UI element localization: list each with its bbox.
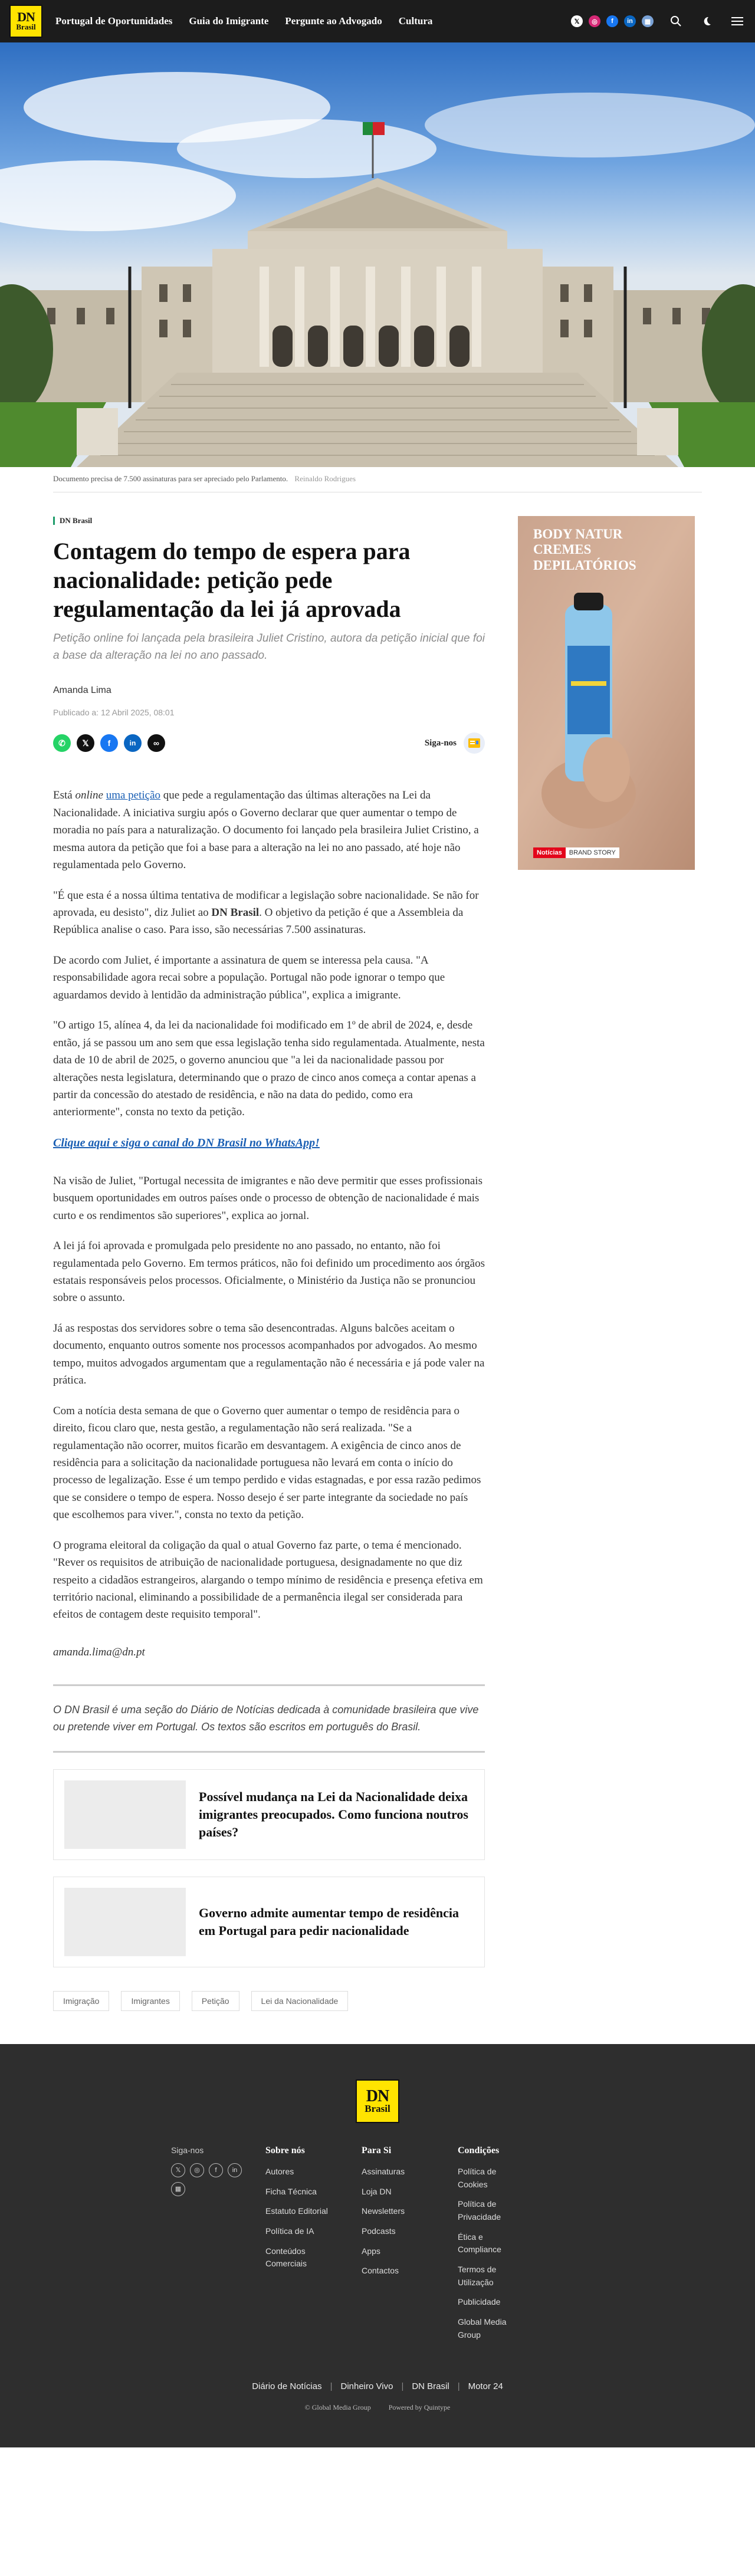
whatsapp-share-icon[interactable]: ✆ [53,734,71,752]
copy-link-icon[interactable]: ∞ [147,734,165,752]
p1-online: online [75,789,103,802]
search-icon[interactable] [668,13,684,29]
ad-headline-line3: DEPILATÓRIOS [533,557,636,573]
related-article-title: Governo admite aumentar tempo de residência em Portugal para pedir nacionalidade [199,1905,459,1938]
footer-link-etica[interactable]: Ética e Compliance [458,2232,501,2255]
site-link-dn-brasil[interactable]: DN Brasil [412,2381,449,2392]
linkedin-share-icon[interactable]: in [124,734,142,752]
footer-copyright-row [0,2403,755,2412]
petition-link[interactable]: uma petição [106,789,161,802]
main-content [53,492,702,2011]
logo-text-brasil: Brasil [16,22,36,32]
facebook-share-icon[interactable]: f [100,734,118,752]
share-bar [53,732,485,754]
paragraph-8: Com a notícia desta semana de que o Governo quer aumentar o tempo de residência para o direito, ficou claro que, nesta gestão, a regulamentação não será realizada. "Se a regulamentação não ocorrer, muitos ficarão em desvantagem. A exigência de cinco anos de residência para a solicitação da nacionalidade portuguesa não levará em conta o início do processo de legalização. Esse é um tempo perdido e vidas estagnadas, e por essa razão pedimos que se considere o tempo de espera. Nosso desejo é ser parte integrante da sociedade no país que escolhemos para viver.", consta no texto da petição. [53,1404,481,1522]
footer-columns [171,2145,584,2349]
footer-col-parasi-title: Para Si [362,2145,392,2156]
footer-link-autores[interactable]: Autores [265,2166,294,2176]
site-link-dn[interactable]: Diário de Notícias [252,2381,322,2392]
site-link-dinheiro-vivo[interactable]: Dinheiro Vivo [340,2381,393,2392]
tag-list [53,1991,485,2011]
nav-guia-imigrante[interactable]: Guia do Imigrante [189,15,269,27]
footer-col-sobre [265,2145,362,2349]
nav-pergunte-advogado[interactable]: Pergunte ao Advogado [285,15,382,27]
linkedin-icon[interactable]: in [624,15,636,27]
paragraph-1 [53,787,485,873]
hero-photo-credit: Reinaldo Rodrigues [294,474,356,483]
powered-by-link[interactable]: Powered by Quintype [388,2403,451,2412]
x-icon[interactable]: 𝕏 [571,15,583,27]
footer-logo-wrap [0,2079,755,2123]
ad-brand-story-tag [533,847,619,858]
section-note: O DN Brasil é uma seção do Diário de Notícias dedicada à comunidade brasileira que vive ou pretende viver em Portugal. Os textos são escritos em português do Brasil. [53,1684,485,1753]
footer-link-ficha-tecnica[interactable]: Ficha Técnica [265,2186,317,2196]
ad-headline-line2: CREMES [533,542,592,557]
footer-link-loja[interactable]: Loja DN [362,2186,392,2196]
separator: | [401,2381,404,2392]
paragraph-2 [53,887,485,939]
footer-google-news-icon[interactable]: ▦ [171,2182,185,2196]
google-news-follow-icon[interactable] [464,732,485,754]
dn-brasil-logo[interactable] [9,5,42,38]
facebook-icon[interactable]: f [606,15,618,27]
section-kicker[interactable] [53,516,485,525]
p1-text-c: que pede a regulamentação das últimas alterações na Lei da Nacionalidade. A iniciativa surgiu após o Governo declarar que quer aumentar o tempo de moradia no país para a naturalização. O documento foi lançado pela brasileira Juliet Cristino, a mesma autora da petição que foi a base para a alteração na lei no ano passado, até hoje não regulamentada pelo Governo. [53,789,479,872]
footer-facebook-icon[interactable]: f [209,2163,223,2177]
tag-imigracao[interactable]: Imigração [53,1991,109,2011]
footer-follow-col [171,2145,265,2349]
ad-product-image [518,516,695,870]
separator: | [457,2381,460,2392]
article-subtitle: Petição online foi lançada pela brasileira Juliet Cristino, autora da petição inicial que foi a base da alteração na lei no ano passado. [53,632,485,662]
site-link-motor24[interactable]: Motor 24 [468,2381,503,2392]
separator: | [330,2381,333,2392]
footer-link-cookies[interactable]: Política de Cookies [458,2166,497,2189]
paragraph-5: Na visão de Juliet, "Portugal necessita de imigrantes e não deve permitir que esses profissionais busquem oportunidades em outros países onde o processo de obtenção de nacionalidade é mais curto e os rendimentos são superiores", explica ao jornal. [53,1174,482,1222]
footer-link-newsletters[interactable]: Newsletters [362,2206,405,2216]
instagram-icon[interactable]: ◎ [589,15,600,27]
tag-peticao[interactable]: Petição [192,1991,239,2011]
footer-logo[interactable] [356,2079,399,2123]
hero-caption-text: Documento precisa de 7.500 assinaturas para ser apreciado pelo Parlamento. [53,474,288,483]
footer-col-parasi [362,2145,458,2349]
google-news-icon[interactable]: ▦ [642,15,654,27]
hero-image-parliament [0,42,755,467]
dark-mode-icon[interactable] [698,13,715,29]
copyright-text: © Global Media Group [304,2403,371,2412]
footer-social-icons [171,2163,248,2196]
ad-tag-label: BRAND STORY [566,847,619,858]
footer-link-podcasts[interactable]: Podcasts [362,2226,396,2236]
p1-text-a: Está [53,789,76,802]
paragraph-7: Já as respostas dos servidores sobre o tema são desencontradas. Alguns balcões aceitam o documento, enquanto outros somente nos processos acompanhados por advogados. Ao mesmo tempo, muitos advogados argumentam que a regulamentação não é necessária e já pode valer na prática. [53,1322,485,1387]
article-title: Contagem do tempo de espera para nacionalidade: petição pede regulamentação da lei já aprovada [53,538,411,622]
site-footer [0,2044,755,2448]
article [53,516,485,2011]
tag-lei-nacionalidade[interactable]: Lei da Nacionalidade [251,1991,349,2011]
footer-link-contactos[interactable]: Contactos [362,2266,399,2276]
hero-caption [53,474,702,492]
menu-icon[interactable] [729,13,746,29]
p2-text-c: . O objetivo da petição é que a Assembleia da República analise o caso. Para isso, são necessárias 7.500 assinaturas. [53,906,464,937]
paragraph-4: "O artigo 15, alínea 4, da lei da nacionalidade foi modificado em 1º de abril de 2024, e, desde então, já se passou um ano sem que essa legislação tenha sido regulamentada. Atualmente, nesta data de 10 de abril de 2025, o governo anunciou que "a lei da nacionalidade passou por alterações nesta legislatura, determinando que o prazo de cinco anos começa a contar apenas a partir da concessão do atestado de residência, e não na data do pedido, como era anteriormente", consta no texto da petição. [53,1019,485,1119]
footer-link-gmg[interactable]: Global Media Group [458,2317,507,2340]
topbar-actions [571,13,746,29]
follow-us[interactable] [425,732,485,754]
author-email[interactable]: amanda.lima@dn.pt [53,1645,145,1658]
advertisement-banner[interactable] [518,516,695,870]
paragraph-3: De acordo com Juliet, é importante a assinatura de quem se interessa pela causa. "A responsabilidade agora recai sobre a população. Portugal não pode ignorar o tempo que aguardamos devido à lentidão da administração pública", explica a imigrante. [53,954,445,1001]
footer-link-politica-ia[interactable]: Política de IA [265,2226,314,2236]
related-article-card[interactable] [53,1769,485,1860]
paragraph-9: O programa eleitoral da coligação da qual o atual Governo faz parte, o tema é mencionado. "Rever os requisitos de atribuição de nacionalidade portuguesa, designadamente no que diz respeito a cidadãos estrangeiros, alargando o tempo mínimo de residência e presença efetiva em território nacional, eliminando a possibilidade de a permanência ilegal ser considerada para efeitos de contagem deste requisito temporal". [53,1539,483,1621]
related-thumbnail [64,1780,186,1849]
kicker-label: DN Brasil [60,516,93,525]
footer-link-estatuto[interactable]: Estatuto Editorial [265,2206,328,2216]
footer-linkedin-icon[interactable]: in [228,2163,242,2177]
top-bar [0,0,755,42]
footer-col-sobre-title: Sobre nós [265,2145,305,2156]
footer-instagram-icon[interactable]: ◎ [190,2163,204,2177]
footer-col-condicoes [458,2145,554,2349]
footer-link-termos[interactable]: Termos de Utilização [458,2265,497,2287]
footer-x-icon[interactable]: 𝕏 [171,2163,185,2177]
footer-sister-sites [0,2381,755,2391]
logo-text-dn: DN [17,9,35,25]
sidebar [518,516,695,2011]
ad-headline-line1: BODY NATUR [533,527,623,541]
main-nav [55,15,432,27]
footer-follow-label: Siga-nos [171,2145,204,2155]
footer-logo-brasil: Brasil [365,2103,390,2115]
footer-logo-dn: DN [366,2087,389,2105]
footer-link-apps[interactable]: Apps [362,2246,380,2256]
related-article-card[interactable] [53,1877,485,1967]
nav-portugal-oportunidades[interactable]: Portugal de Oportunidades [55,15,173,27]
p2-dn-brasil: DN Brasil [211,906,260,919]
footer-link-publicidade[interactable]: Publicidade [458,2297,501,2307]
footer-link-privacidade[interactable]: Política de Privacidade [458,2199,501,2222]
tag-imigrantes[interactable]: Imigrantes [121,1991,179,2011]
footer-link-assinaturas[interactable]: Assinaturas [362,2166,405,2176]
article-author[interactable]: Amanda Lima [53,685,111,696]
footer-col-condicoes-title: Condições [458,2145,500,2156]
ad-tag-brand: Notícias [533,847,566,858]
paragraph-6: A lei já foi aprovada e promulgada pelo presidente no ano passado, no entanto, não foi regulamentada pelo Governo. Em termos práticos, não foi definido um procedimento aos órgãos estatais responsáveis pelos processos. Oficialmente, o Ministério da Justiça não se pronunciou sobre o assunto. [53,1240,485,1305]
related-thumbnail [64,1888,186,1956]
kicker-accent-bar [53,517,55,525]
p2-text-a: "É que esta é a nossa última tentativa de modificar a legislação sobre nacionalidade. Se não for aprovada, eu desisto", diz Juliet ao [53,889,479,919]
footer-link-conteudos[interactable]: Conteúdos Comerciais [265,2246,307,2269]
follow-label: Siga-nos [424,738,457,748]
x-share-icon[interactable]: 𝕏 [77,734,94,752]
related-article-title: Possível mudança na Lei da Nacionalidade deixa imigrantes preocupados. Como funciona noutros países? [199,1789,468,1839]
published-date: Publicado a: 12 Abril 2025, 08:01 [53,708,175,718]
nav-cultura[interactable]: Cultura [398,15,433,27]
whatsapp-channel-link[interactable]: Clique aqui e siga o canal do DN Brasil no WhatsApp! [53,1136,320,1149]
article-body [53,787,485,1661]
